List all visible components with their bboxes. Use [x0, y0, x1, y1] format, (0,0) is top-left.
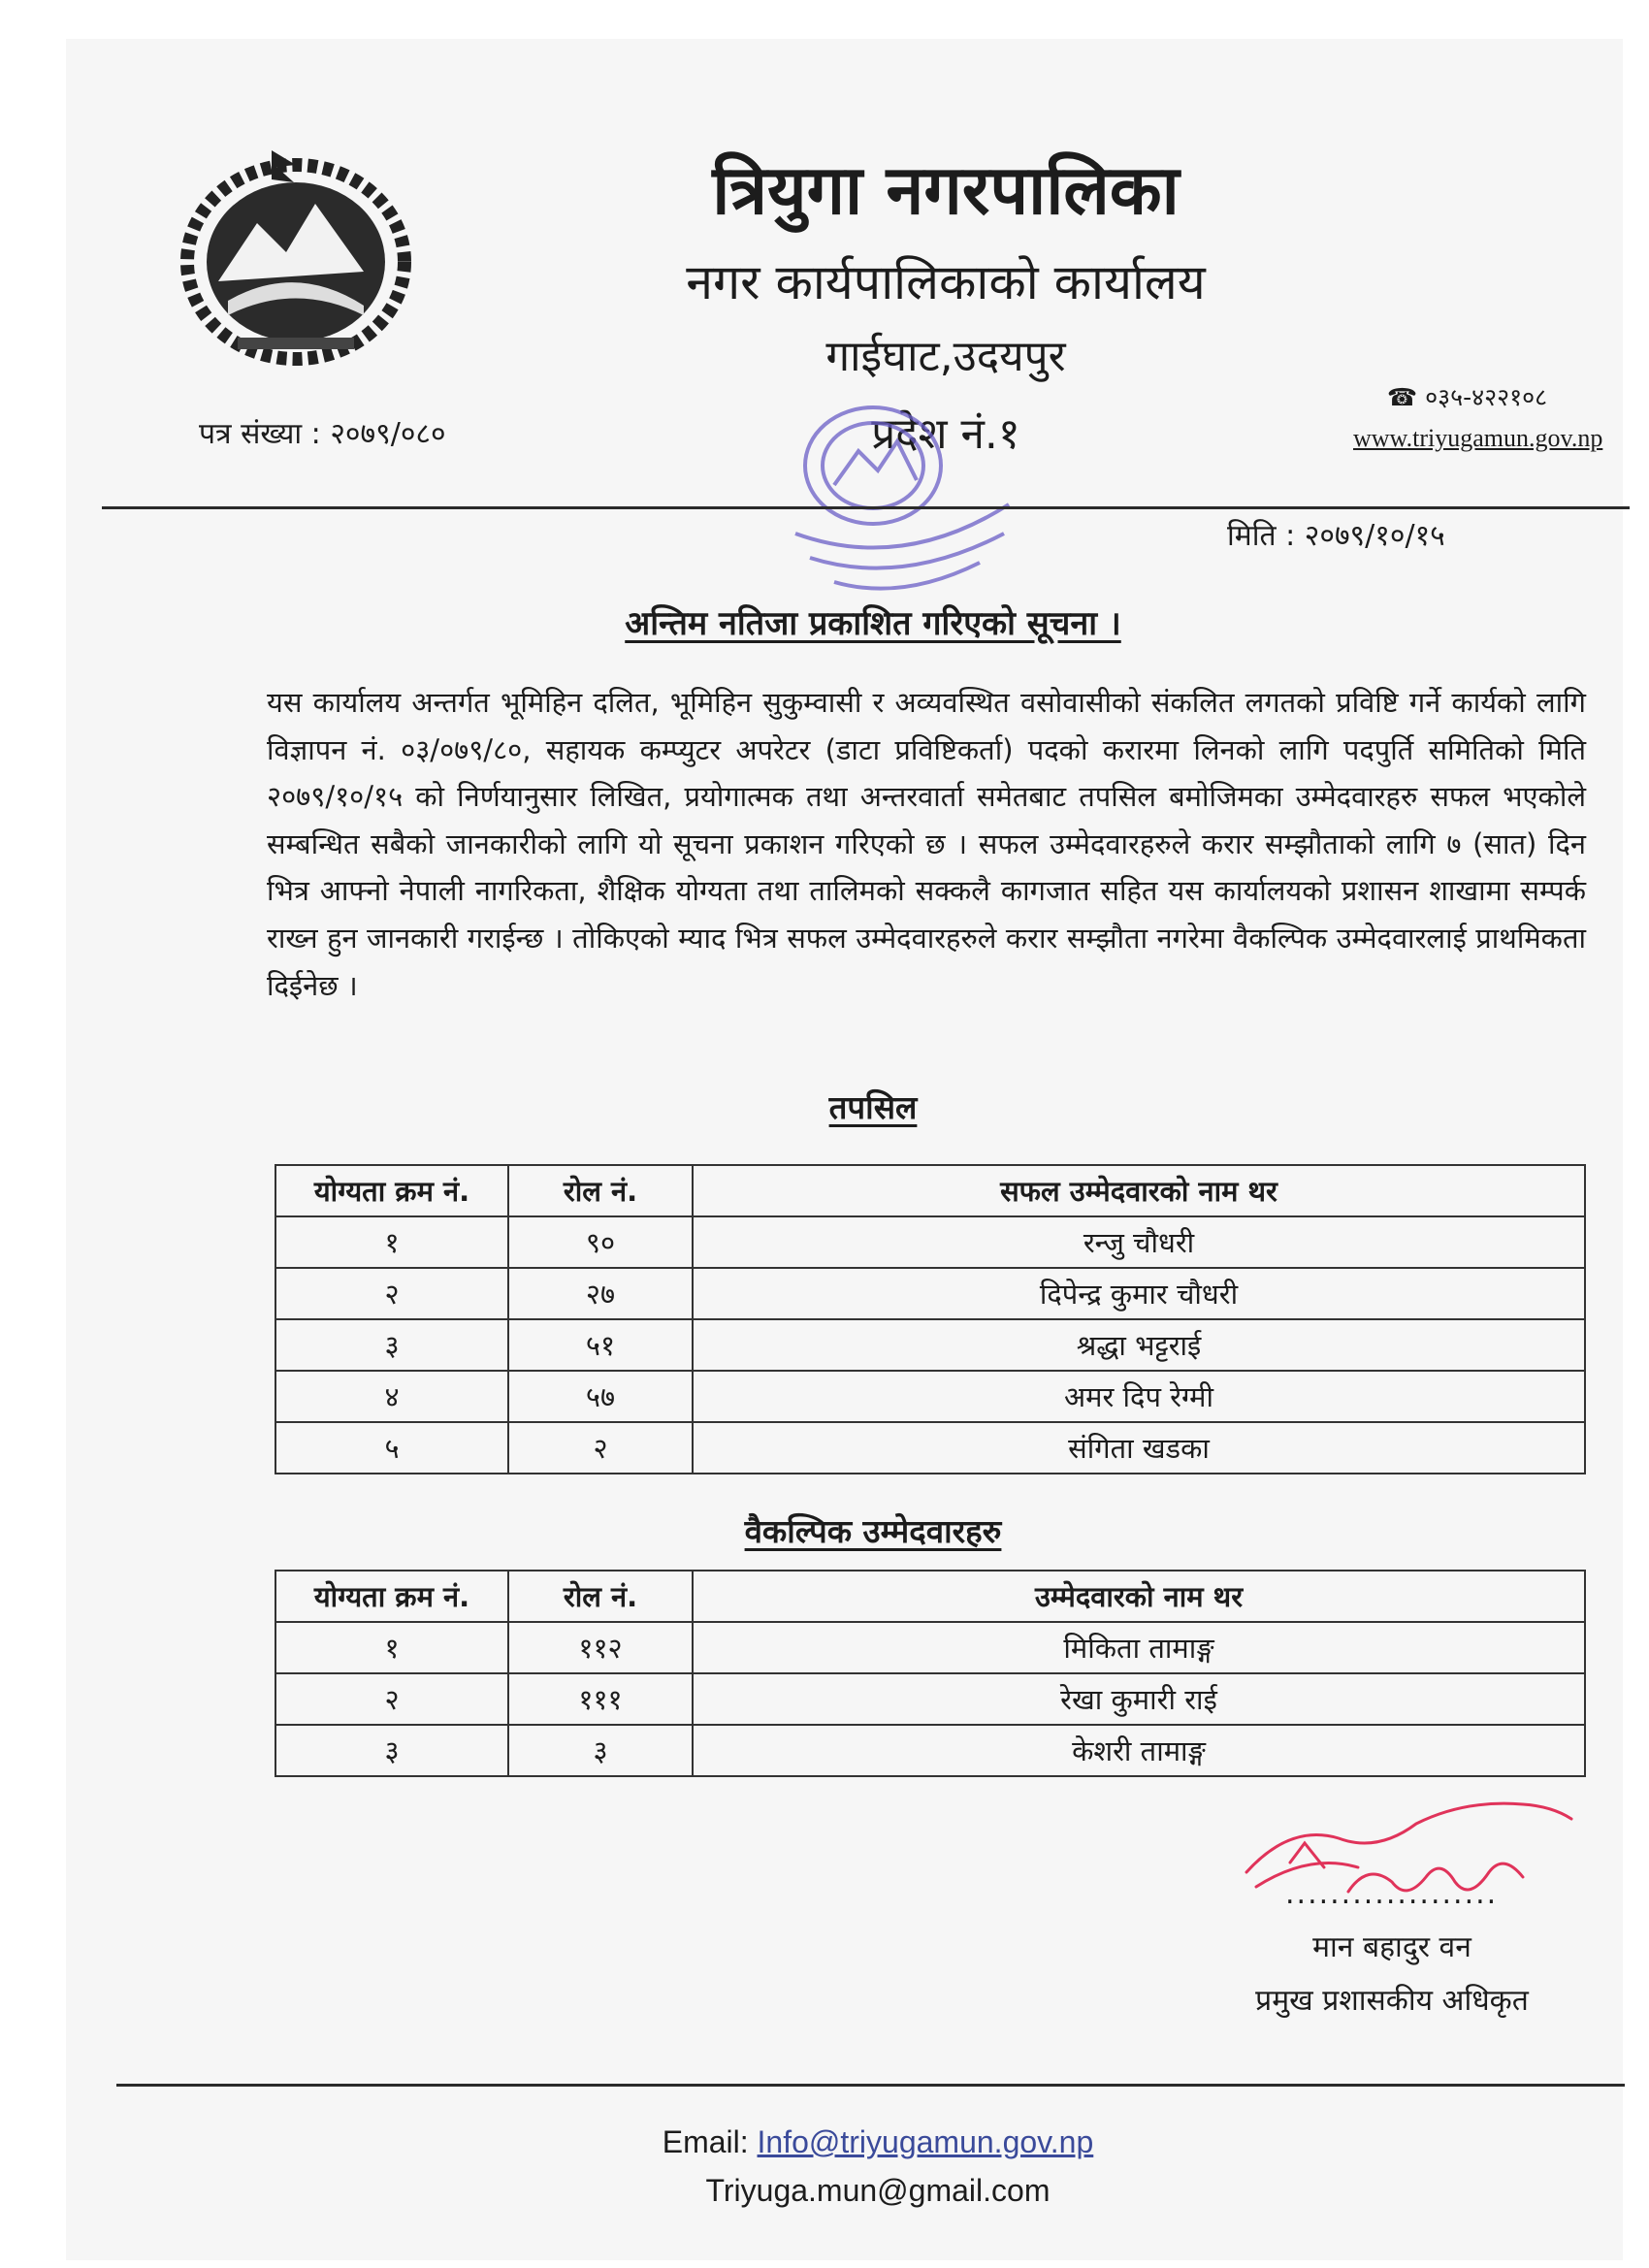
table-row — [275, 1422, 1585, 1474]
table-header-row — [275, 1165, 1585, 1216]
footer-email — [369, 2124, 1387, 2160]
footer-divider — [116, 2084, 1625, 2087]
cell-roll: १११ — [508, 1673, 693, 1725]
cell-roll: २७ — [508, 1268, 693, 1319]
table-header-row — [275, 1571, 1585, 1622]
cell-name: मिकिता तामाङ्ग — [693, 1622, 1585, 1673]
table-row — [275, 1673, 1585, 1725]
office-address: गाईघाट,उदयपुर — [825, 332, 1066, 381]
nepal-emblem-icon — [179, 146, 412, 369]
column-header-merit: योग्यता क्रम नं. — [275, 1165, 508, 1216]
header-divider — [102, 506, 1630, 509]
cell-roll: २ — [508, 1422, 693, 1474]
cell-roll: ५७ — [508, 1371, 693, 1422]
cell-roll: ९० — [508, 1216, 693, 1268]
alternate-section-title — [175, 1508, 1571, 1552]
office-province: प्रदेश नं.१ — [871, 409, 1020, 459]
successful-section-title — [175, 1085, 1571, 1128]
footer-email-link[interactable]: Info@triyugamun.gov.np — [757, 2124, 1094, 2159]
cell-merit: २ — [275, 1268, 508, 1319]
footer-email-label: Email: — [662, 2124, 758, 2159]
column-header-roll: रोल नं. — [508, 1165, 693, 1216]
notice-title — [175, 599, 1571, 644]
cell-roll: ११२ — [508, 1622, 693, 1673]
cell-merit: ३ — [275, 1319, 508, 1371]
column-header-merit: योग्यता क्रम नं. — [275, 1571, 508, 1622]
table-row — [275, 1216, 1585, 1268]
phone-number: ☎ ०३५-४२२१०८ — [1387, 383, 1548, 411]
municipality-stamp-icon — [757, 398, 1067, 606]
column-header-name: सफल उम्मेदवारको नाम थर — [693, 1165, 1585, 1216]
signature-line: ................... — [1285, 1877, 1499, 1911]
successful-section-title-text: तपसिल — [828, 1088, 918, 1126]
office-title: त्रियुगा नगरपालिका — [712, 150, 1180, 230]
cell-name: दिपेन्द्र कुमार चौधरी — [693, 1268, 1585, 1319]
cell-name: रन्जु चौधरी — [693, 1216, 1585, 1268]
office-subtitle: नगर कार्यपालिकाको कार्यालय — [686, 254, 1206, 310]
table-row — [275, 1319, 1585, 1371]
cell-merit: ५ — [275, 1422, 508, 1474]
table-row — [275, 1268, 1585, 1319]
notice-body: यस कार्यालय अन्तर्गत भूमिहिन दलित, भूमिहिन सुकुम्वासी र अव्यवस्थित वसोवासीको संकलित लगतको प्रविष्टि गर्ने कार्यको लागि विज्ञापन नं. ०३/०७९/८०, सहायक कम्प्युटर अपरेटर (डाटा प्रविष्टिकर्ता) पदको करारमा लिनको लागि पदपुर्ति समितिको मिति २०७९/१०/१५ को निर्णयानुसार लिखित, प्रयोगात्मक तथा अन्तरवार्ता समेतबाट तपसिल बमोजिमका उम्मेदवारहरु सफल भएकोले सम्बन्धित सबैको जानकारीको लागि यो सूचना प्रकाशन गरिएको छ । सफल उम्मेदवारहरुले करार सम्झौताको लागि ७ (सात) दिन भित्र आफ्नो नेपाली नागरिकता, शैक्षिक योग्यता तथा तालिमको सक्कलै कागजात सहित यस कार्यालयको प्रशासन शाखामा सम्पर्क राख्न हुन जानकारी गराईन्छ । तोकिएको म्याद भित्र सफल उम्मेदवारहरुले करार सम्झौता नगरेमा वैकल्पिक उम्मेदवारलाई प्राथमिकता दिईनेछ । — [267, 686, 1586, 1002]
table-row — [275, 1622, 1585, 1673]
column-header-name: उम्मेदवारको नाम थर — [693, 1571, 1585, 1622]
reference-number: पत्र संख्या : २०७९/०८० — [199, 417, 446, 451]
cell-merit: २ — [275, 1673, 508, 1725]
cell-name: संगिता खडका — [693, 1422, 1585, 1474]
successful-candidates-table — [275, 1164, 1586, 1474]
website-link[interactable]: www.triyugamun.gov.np — [1353, 424, 1603, 452]
cell-merit: १ — [275, 1622, 508, 1673]
alternate-candidates-table — [275, 1570, 1586, 1777]
notice-date: मिति : २०७९/१०/१५ — [1227, 519, 1445, 553]
cell-merit: ४ — [275, 1371, 508, 1422]
cell-name: रेखा कुमारी राई — [693, 1673, 1585, 1725]
signatory-name: मान बहादुर वन — [1312, 1930, 1471, 1964]
cell-merit: ३ — [275, 1725, 508, 1776]
cell-roll: ३ — [508, 1725, 693, 1776]
cell-roll: ५१ — [508, 1319, 693, 1371]
table-row — [275, 1725, 1585, 1776]
alternate-section-title-text: वैकल्पिक उम्मेदवारहरु — [744, 1512, 1002, 1550]
cell-name: श्रद्धा भट्टराई — [693, 1319, 1585, 1371]
cell-name: अमर दिप रेग्मी — [693, 1371, 1585, 1422]
cell-name: केशरी तामाङ्ग — [693, 1725, 1585, 1776]
signatory-designation: प्रमुख प्रशासकीय अधिकृत — [1255, 1984, 1529, 2018]
table-row — [275, 1371, 1585, 1422]
column-header-roll: रोल नं. — [508, 1571, 693, 1622]
cell-merit: १ — [275, 1216, 508, 1268]
footer-email-secondary[interactable]: Triyuga.mun@gmail.com — [705, 2173, 1051, 2208]
notice-title-text: अन्तिम नतिजा प्रकाशित गरिएको सूचना । — [625, 604, 1121, 643]
